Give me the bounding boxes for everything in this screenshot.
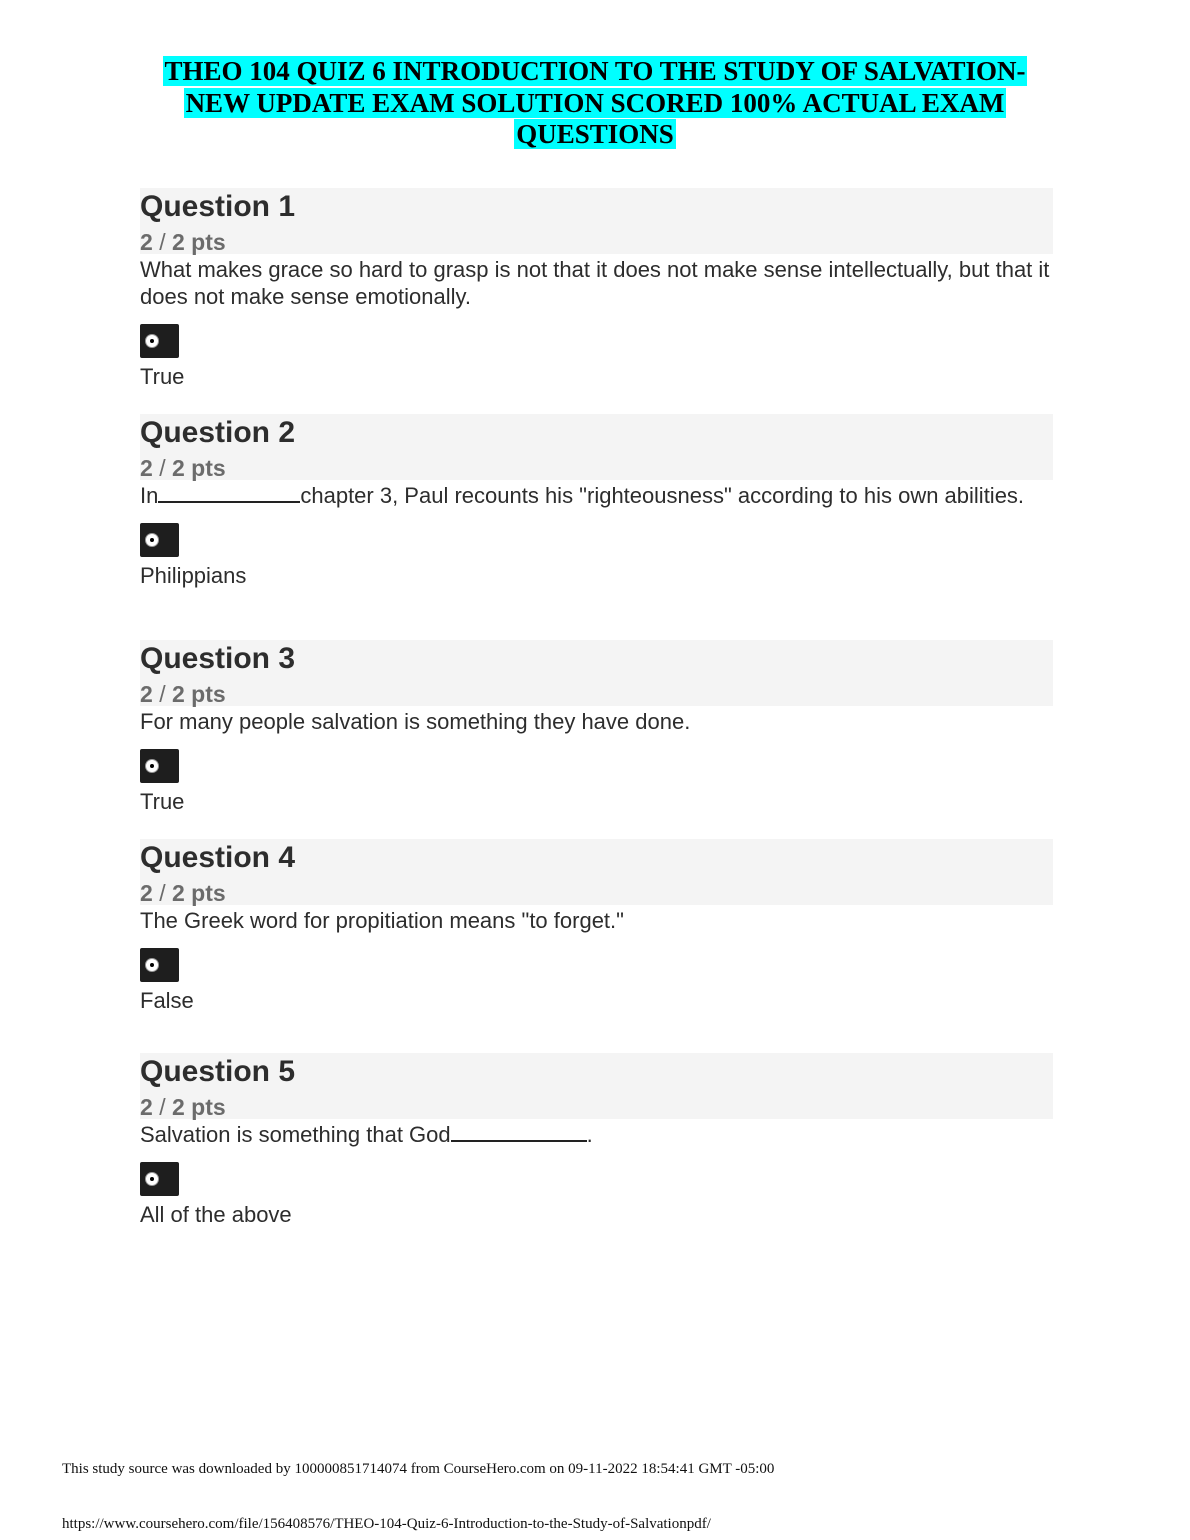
answer-text: True	[140, 364, 185, 389]
points-earned: 2	[140, 880, 153, 906]
points-total: 2 pts	[171, 681, 226, 707]
source-url[interactable]: https://www.coursehero.com/file/156408576/THEO-104-Quiz-6-Introduction-to-the-Study-of-Salvationpdf/	[62, 1516, 711, 1532]
question-text: The Greek word for propitiation means "to forget."	[140, 908, 624, 933]
question-title: Question 1	[140, 190, 296, 223]
question-title: Question 5	[140, 1055, 296, 1088]
question-header	[140, 414, 1053, 480]
radio-selected-icon	[145, 759, 159, 773]
answer-text: All of the above	[140, 1202, 292, 1227]
question-text	[140, 1121, 1053, 1148]
question-points	[140, 1094, 226, 1121]
radio-selected-icon	[145, 334, 159, 348]
points-separator: /	[159, 880, 166, 906]
answer-text: True	[140, 789, 185, 814]
document-title	[140, 56, 1050, 151]
fill-in-blank	[158, 483, 300, 503]
question-title: Question 4	[140, 841, 296, 874]
question-text-before: In	[140, 483, 159, 508]
question-text-after: .	[586, 1122, 593, 1147]
points-total: 2 pts	[171, 229, 226, 255]
question-header	[140, 640, 1053, 706]
selected-answer-radio[interactable]	[140, 749, 179, 783]
question-header	[140, 839, 1053, 905]
points-separator: /	[159, 455, 166, 481]
points-total: 2 pts	[171, 1094, 226, 1120]
question-points	[140, 229, 226, 256]
download-note: This study source was downloaded by 100000851714074 from CourseHero.com on 09-11-2022 18:54:41 GMT -05:00	[62, 1461, 775, 1477]
question-points	[140, 455, 226, 482]
points-separator: /	[159, 1094, 166, 1120]
answer-text: False	[140, 988, 194, 1013]
selected-answer-radio[interactable]	[140, 948, 179, 982]
question-text: For many people salvation is something they have done.	[140, 709, 691, 734]
points-earned: 2	[140, 455, 153, 481]
points-separator: /	[159, 681, 166, 707]
title-line-3: QUESTIONS	[516, 119, 674, 149]
title-line-2: NEW UPDATE EXAM SOLUTION SCORED 100% ACTUAL EXAM	[185, 87, 1005, 118]
points-earned: 2	[140, 1094, 153, 1120]
points-separator: /	[159, 229, 166, 255]
question-block-3	[140, 640, 1053, 815]
question-title: Question 2	[140, 416, 296, 449]
answer-text: Philippians	[140, 563, 247, 588]
points-total: 2 pts	[171, 880, 226, 906]
question-text	[140, 482, 1053, 509]
question-text-after: chapter 3, Paul recounts his "righteousness" according to his own abilities.	[300, 483, 1025, 508]
question-block-2	[140, 414, 1053, 589]
question-text-before: Salvation is something that God	[140, 1122, 451, 1147]
selected-answer-radio[interactable]	[140, 1162, 179, 1196]
fill-in-blank	[451, 1122, 587, 1142]
selected-answer-radio[interactable]	[140, 523, 179, 557]
points-earned: 2	[140, 229, 153, 255]
question-text: What makes grace so hard to grasp is not that it does not make sense intellectually, but that it does not make sense emotionally.	[140, 257, 1050, 309]
question-title: Question 3	[140, 642, 296, 675]
points-earned: 2	[140, 681, 153, 707]
title-line-1: THEO 104 QUIZ 6 INTRODUCTION TO THE STUDY OF SALVATION-	[164, 56, 1026, 86]
radio-selected-icon	[145, 1172, 159, 1186]
question-block-4	[140, 839, 1053, 1014]
points-total: 2 pts	[171, 455, 226, 481]
question-block-5	[140, 1053, 1053, 1228]
selected-answer-radio[interactable]	[140, 324, 179, 358]
radio-selected-icon	[145, 958, 159, 972]
question-header	[140, 188, 1053, 254]
radio-selected-icon	[145, 533, 159, 547]
question-points	[140, 880, 226, 907]
question-header	[140, 1053, 1053, 1119]
question-block-1	[140, 188, 1053, 390]
question-points	[140, 681, 226, 708]
